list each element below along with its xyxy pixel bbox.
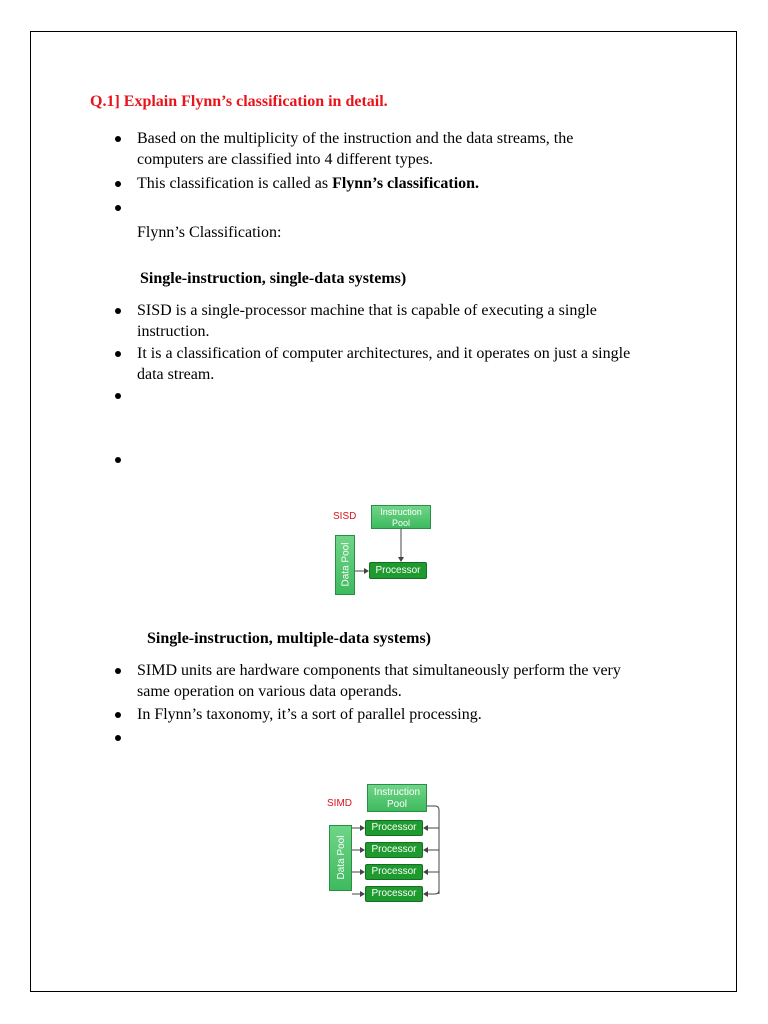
instruction-pool-line-2: Pool bbox=[391, 518, 410, 528]
sisd-subheading: Single-instruction, single-data systems) bbox=[140, 270, 407, 287]
simd-bullet-1-line-1: SIMD units are hardware components that simultaneously perform the very bbox=[137, 662, 621, 679]
sisd-diagram bbox=[330, 500, 438, 600]
simd-bullet-1-line-2: same operation on various data operands. bbox=[137, 683, 402, 700]
bullet-marker bbox=[114, 456, 122, 464]
bullet-marker bbox=[114, 204, 122, 212]
bullet-marker bbox=[114, 350, 122, 358]
processor-box: Processor bbox=[369, 562, 427, 579]
simd-arrows bbox=[323, 780, 445, 905]
instruction-pool-line-2: Pool bbox=[386, 799, 407, 810]
bullet-marker bbox=[114, 711, 122, 719]
bullet-marker bbox=[114, 392, 122, 400]
bullet-marker bbox=[114, 135, 122, 143]
sisd-arrows bbox=[330, 500, 438, 600]
simd-subheading: Single-instruction, multiple-data systems) bbox=[147, 630, 431, 647]
sisd-bullet-2-line-1: It is a classification of computer architectures, and it operates on just a single bbox=[137, 345, 631, 362]
processor-box-3: Processor bbox=[365, 864, 423, 880]
processor-box-1: Processor bbox=[365, 820, 423, 836]
instruction-pool-line-1: Instruction bbox=[373, 787, 421, 798]
sisd-bullet-2-line-2: data stream. bbox=[137, 366, 215, 383]
question-heading: Q.1] Explain Flynn’s classification in detail. bbox=[90, 93, 388, 110]
data-pool-label: Data Pool bbox=[336, 835, 347, 880]
bullet-marker bbox=[114, 307, 122, 315]
intro-bullet-2-text: This classification is called as bbox=[137, 175, 333, 192]
sisd-bullet-1-line-2: instruction. bbox=[137, 323, 210, 340]
processor-box-4: Processor bbox=[365, 886, 423, 902]
sisd-diagram-label: SISD bbox=[333, 511, 357, 522]
intro-bullet-1-line-1: Based on the multiplicity of the instruction and the data streams, the bbox=[137, 130, 574, 147]
data-pool-label: Data Pool bbox=[340, 542, 352, 587]
bullet-marker bbox=[114, 734, 122, 742]
simd-diagram-label: SIMD bbox=[327, 798, 352, 809]
instruction-pool-line-1: Instruction bbox=[380, 507, 422, 517]
simd-diagram bbox=[323, 780, 445, 905]
simd-bullet-2: In Flynn’s taxonomy, it’s a sort of parallel processing. bbox=[137, 706, 482, 723]
classification-caption: Flynn’s Classification: bbox=[137, 224, 282, 241]
bullet-marker bbox=[114, 667, 122, 675]
intro-bullet-1-line-2: computers are classified into 4 different types. bbox=[137, 151, 434, 168]
sisd-bullet-1-line-1: SISD is a single-processor machine that is capable of executing a single bbox=[137, 302, 597, 319]
processor-box-2: Processor bbox=[365, 842, 423, 858]
intro-bullet-2-bold: Flynn’s classification. bbox=[332, 175, 480, 192]
bullet-marker bbox=[114, 180, 122, 188]
intro-bullet-2 bbox=[137, 174, 479, 194]
